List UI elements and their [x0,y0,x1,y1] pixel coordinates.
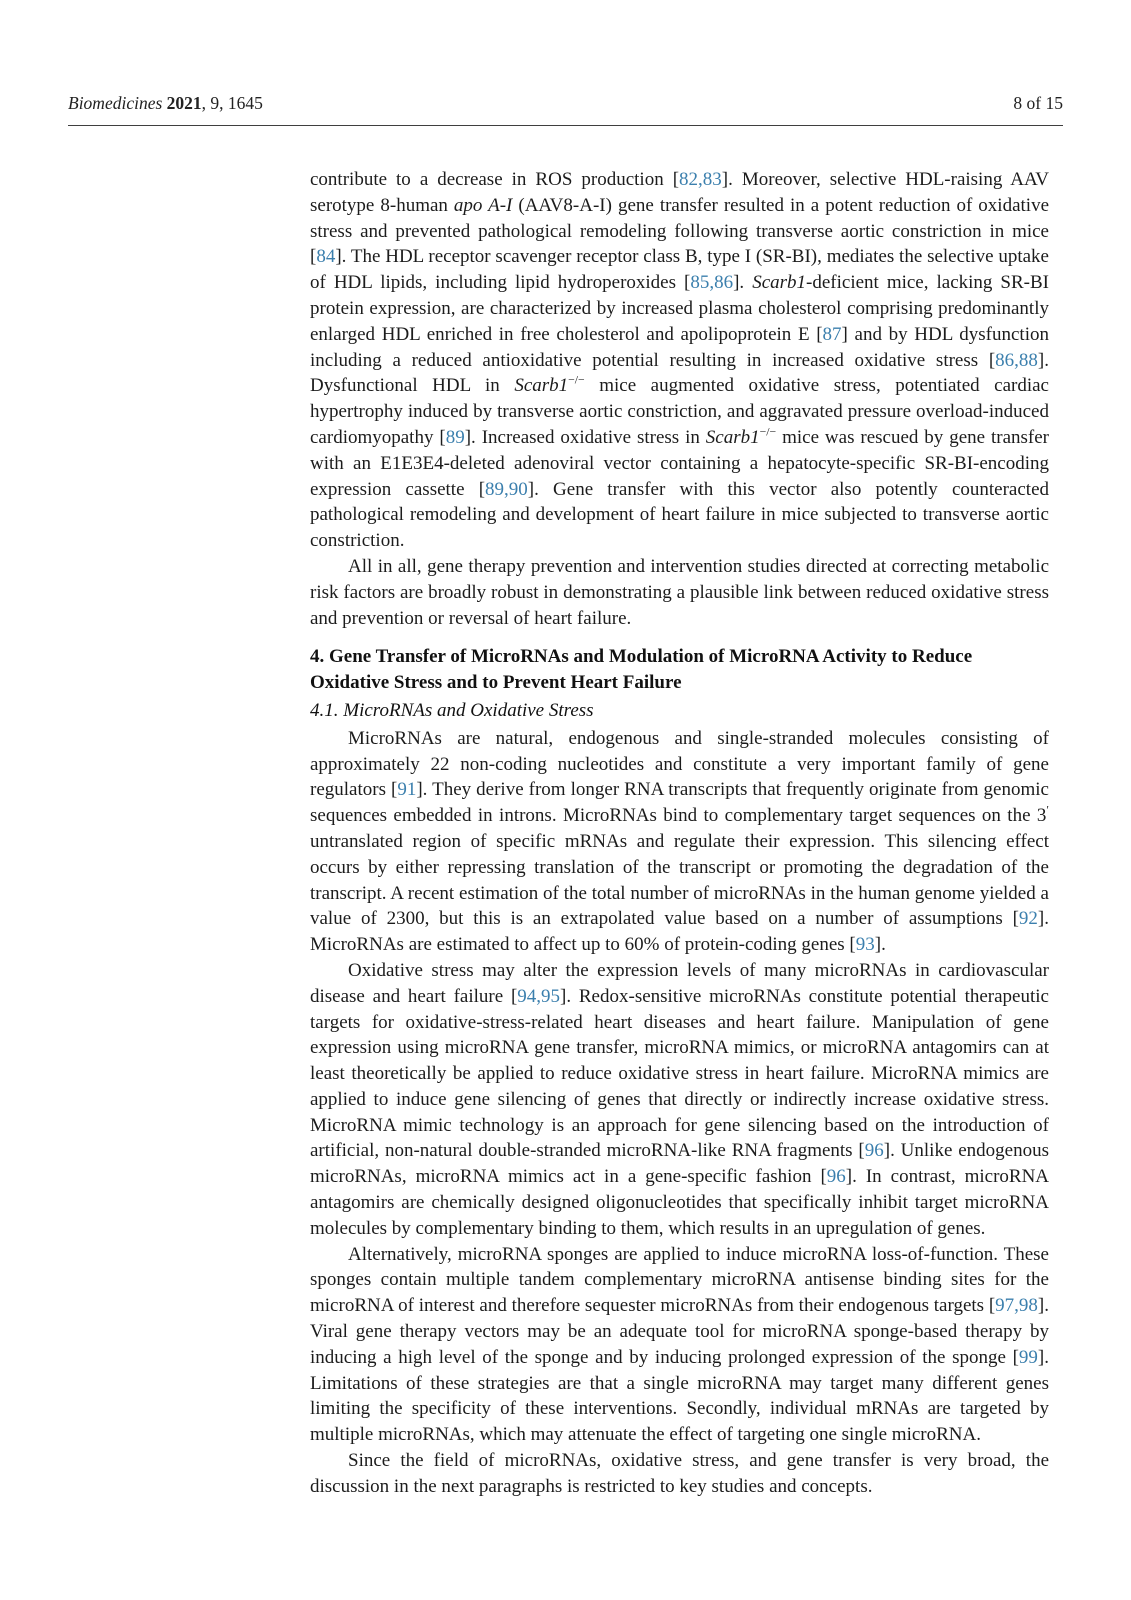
paragraph: Alternatively, microRNA sponges are applied to induce microRNA loss-of-function. These sponges contain multiple tandem complementary microRNA antisense binding sites for the microRNA of interest and therefore sequester microRNAs from their endogenous targets [97,98]. Viral gene therapy vectors may be an adequate tool for microRNA sponge-based therapy by inducing a high level of the sponge and by inducing prolonged expression of the sponge [99]. Limitations of these strategies are that a single microRNA may target many different genes limiting the specificity of these interventions. Secondly, individual mRNAs are targeted by multiple microRNAs, which may attenuate the effect of targeting one single microRNA. [310,1243,1049,1446]
paragraph: Since the field of microRNAs, oxidative stress, and gene transfer is very broad, the discussion in the next paragraphs is restricted to key studies and concepts. [310,1450,1049,1497]
italic-term: apo A-I [453,194,513,216]
italic-term: Scarb1 [752,272,807,294]
citation-link[interactable]: 93 [855,934,875,956]
citation-link[interactable]: 84 [316,246,336,268]
page-number: 8 of 15 [1013,93,1063,113]
journal-citation [68,93,263,114]
section-heading: 4. Gene Transfer of MicroRNAs and Modulation of MicroRNA Activity to Reduce Oxidative Stress and to Prevent Heart Failure [310,646,973,694]
citation-link[interactable]: 91 [397,779,417,801]
citation-link[interactable]: 99 [1018,1346,1038,1368]
header-divider [68,125,1063,126]
citation-link[interactable]: 89,90 [485,478,528,500]
superscript: −/− [568,374,585,388]
citation-link[interactable]: 85,86 [690,272,734,294]
citation-link[interactable]: 89 [445,426,465,448]
citation-link[interactable]: 96 [864,1140,884,1162]
journal-issue: , 9, 1645 [201,93,263,113]
italic-term: Scarb1 [514,375,569,397]
paragraph: Oxidative stress may alter the expression levels of many microRNAs in cardiovascular disease and heart failure [94,95]. Redox-sensitive microRNAs constitute potential therapeutic targets for oxidative-stress-related heart diseases and heart failure. Manipulation of gene expression using microRNA gene transfer, microRNA mimics, or microRNA antagomirs can at least theoretically be applied to reduce oxidative stress in heart failure. MicroRNA mimics are applied to induce gene silencing of genes that directly or indirectly increase oxidative stress. MicroRNA mimic technology is an approach for gene silencing based on the introduction of artificial, non-natural double-stranded microRNA-like RNA fragments [96]. Unlike endogenous microRNAs, microRNA mimics act in a gene-specific fashion [96]. In contrast, microRNA antagomirs are chemically designed oligonucleotides that specifically inhibit target microRNA molecules by complementary binding to them, which results in an upregulation of genes. [310,959,1050,1239]
paragraph: All in all, gene therapy prevention and intervention studies directed at correcting metabolic risk factors are broadly robust in demonstrating a plausible link between reduced oxidative stress and prevention or reversal of heart failure. [310,555,1049,629]
subsection-heading: 4.1. MicroRNAs and Oxidative Stress [310,699,594,721]
citation-link[interactable]: 86,88 [995,349,1038,371]
article-body [310,167,1049,1500]
journal-name: Biomedicines [68,93,163,113]
superscript: ′ [1046,803,1049,817]
superscript: −/− [759,425,777,439]
citation-link[interactable]: 92 [1018,908,1038,930]
italic-term: Scarb1 [705,426,760,448]
paragraph: contribute to a decrease in ROS production [82,83]. Moreover, selective HDL-raising AAV serotype 8-human apo A-I (AAV8-A-I) gene transfer resulted in a potent reduction of oxidative stress and prevented pathological remodeling following transverse aortic constriction in mice [84]. The HDL receptor scavenger receptor class B, type I (SR-BI), mediates the selective uptake of HDL lipids, including lipid hydroperoxides [85,86]. Scarb1-deficient mice, lacking SR-BI protein expression, are characterized by increased plasma cholesterol comprising predominantly enlarged HDL enriched in free cholesterol and apolipoprotein E [87] and by HDL dysfunction including a reduced antioxidative potential resulting in increased oxidative stress [86,88]. Dysfunctional HDL in Scarb1−/− mice augmented oxidative stress, potentiated cardiac hypertrophy induced by transverse aortic constriction, and aggravated pressure overload-induced cardiomyopathy [89]. Increased oxidative stress in Scarb1−/− mice was rescued by gene transfer with an E1E3E4-deleted adenoviral vector containing a hepatocyte-specific SR-BI-encoding expression cassette [89,90]. Gene transfer with this vector also potently counteracted pathological remodeling and development of heart failure in mice subjected to transverse aortic constriction. [310,169,1050,552]
page-header [68,93,1063,114]
citation-link[interactable]: 82,83 [679,169,722,190]
journal-year: 2021 [162,93,202,113]
citation-link[interactable]: 96 [826,1166,846,1188]
citation-link[interactable]: 94,95 [517,985,561,1007]
citation-link[interactable]: 97,98 [995,1295,1038,1317]
citation-link[interactable]: 87 [822,323,842,345]
paragraph: MicroRNAs are natural, endogenous and single-stranded molecules consisting of approximately 22 non-coding nucleotides and constitute a very important family of gene regulators [91]. They derive from longer RNA transcripts that frequently originate from genomic sequences embedded in introns. MicroRNAs bind to complementary target sequences on the 3′ untranslated region of specific mRNAs and regulate their expression. This silencing effect occurs by either repressing translation of the transcript or promoting the degradation of the transcript. A recent estimation of the total number of microRNAs in the human genome yielded a value of 2300, but this is an extrapolated value based on a number of assumptions [92]. MicroRNAs are estimated to affect up to 60% of protein-coding genes [93]. [310,727,1049,956]
